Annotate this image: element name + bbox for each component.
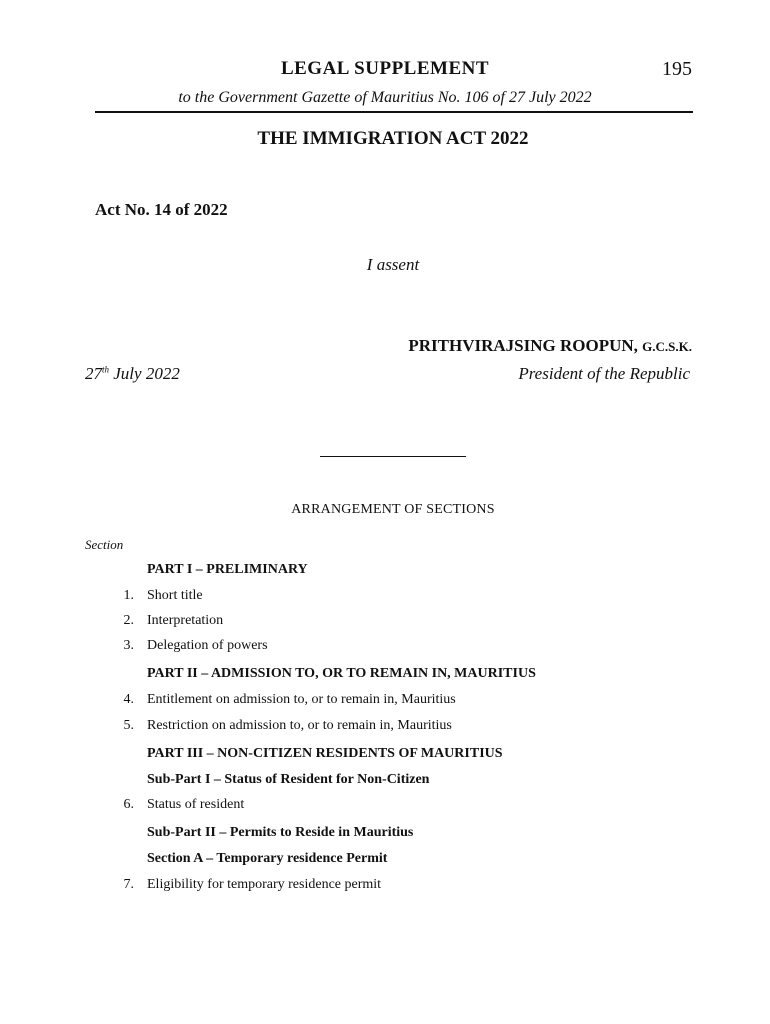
president-name-text: PRITHVIRAJSING ROOPUN, — [408, 336, 643, 355]
president-postnominal: G.C.S.K. — [642, 339, 692, 354]
date-suffix: th — [102, 364, 110, 375]
toc-heading-subpart-1: Sub-Part I – Status of Resident for Non-Citizen — [147, 772, 430, 787]
assent-line: I assent — [366, 255, 420, 274]
toc-entry-number: 4. — [123, 692, 134, 707]
toc-entry-number: 7. — [123, 877, 134, 892]
date-rest: July 2022 — [109, 364, 180, 383]
president-title: President of the Republic — [518, 364, 690, 383]
date-day: 27 — [85, 364, 102, 383]
toc-entry-text: Restriction on admission to, or to remain in, Mauritius — [147, 718, 452, 733]
toc-heading-subpart-2: Sub-Part II – Permits to Reside in Mauritius — [147, 825, 414, 840]
toc-entry-text: Short title — [147, 588, 203, 603]
toc-entry-number: 1. — [123, 588, 134, 603]
toc-heading-part-1: PART I – PRELIMINARY — [147, 562, 308, 577]
toc-entry-number: 3. — [123, 638, 134, 653]
toc-entry-number: 6. — [123, 797, 134, 812]
toc-heading-part-3: PART III – NON-CITIZEN RESIDENTS OF MAURITIUS — [147, 746, 503, 761]
page-number: 195 — [662, 58, 692, 80]
act-number: Act No. 14 of 2022 — [95, 200, 228, 219]
toc-entry-text: Interpretation — [147, 613, 224, 628]
header-rule — [95, 111, 693, 113]
toc-entry-number: 2. — [123, 613, 134, 628]
gazette-reference: to the Government Gazette of Mauritius No. 106 of 27 July 2022 — [178, 89, 592, 106]
president-name — [408, 336, 692, 356]
section-column-label: Section — [85, 537, 124, 552]
header-title: LEGAL SUPPLEMENT — [280, 58, 490, 79]
toc-heading-section-a: Section A – Temporary residence Permit — [147, 851, 388, 866]
toc-entry-number: 5. — [123, 718, 134, 733]
toc-heading-part-2: PART II – ADMISSION TO, OR TO REMAIN IN, MAURITIUS — [147, 666, 536, 681]
assent-date — [85, 364, 180, 384]
divider-rule — [320, 456, 466, 457]
toc-entry-text: Delegation of powers — [147, 638, 268, 653]
toc-entry-text: Eligibility for temporary residence permit — [147, 877, 382, 892]
toc-entry-text: Status of resident — [147, 797, 245, 812]
arrangement-heading: ARRANGEMENT OF SECTIONS — [291, 502, 495, 517]
act-title: THE IMMIGRATION ACT 2022 — [257, 128, 529, 149]
toc-entry-text: Entitlement on admission to, or to remain in, Mauritius — [147, 692, 456, 707]
